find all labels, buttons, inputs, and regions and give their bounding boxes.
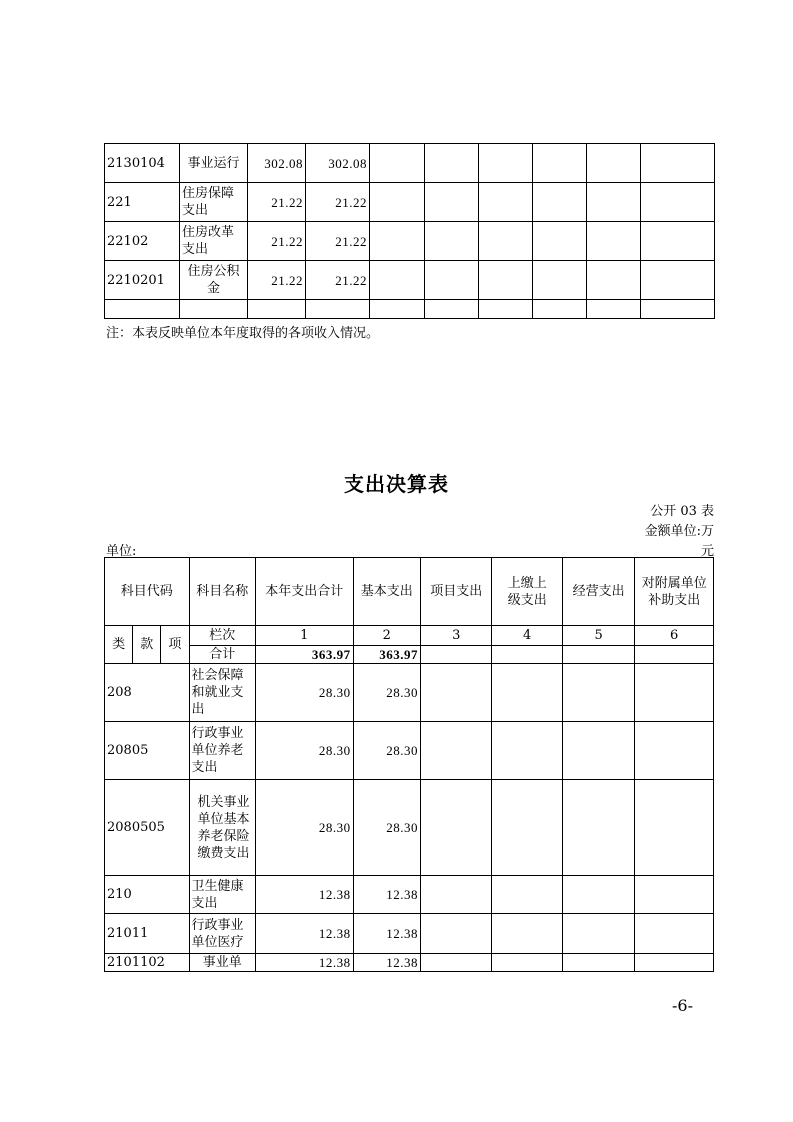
- table-row: [105, 780, 714, 876]
- table-row: [105, 914, 714, 954]
- header-xiang: 项: [161, 626, 189, 664]
- amount-cell: 302.08: [306, 144, 370, 183]
- subject-name: 行政事业单位医疗: [189, 914, 255, 954]
- subject-code: 2080505: [105, 780, 190, 876]
- header-row: [105, 558, 714, 626]
- header-subject-code: 科目代码: [105, 558, 190, 626]
- table-row: [105, 954, 714, 972]
- amount-cell: 12.38: [255, 954, 353, 972]
- income-table-continuation: [104, 143, 715, 319]
- table-row: [105, 664, 714, 722]
- header-upper: 上缴上级支出: [492, 558, 562, 626]
- table-row: [105, 261, 715, 300]
- column-number: 2: [353, 626, 420, 646]
- subject-code: 22102: [105, 222, 180, 261]
- amount-cell: 28.30: [255, 664, 353, 722]
- expense-table: [104, 557, 714, 972]
- amount-unit-cont: 元: [700, 544, 714, 559]
- amount-cell: 302.08: [248, 144, 306, 183]
- table-row: [105, 183, 715, 222]
- amount-cell: 21.22: [306, 261, 370, 300]
- page-title: 支出决算表: [344, 472, 449, 496]
- basic-amount: 363.97: [353, 646, 420, 664]
- subject-name: 社会保障和就业支出: [189, 664, 255, 722]
- amount-cell: 12.38: [255, 914, 353, 954]
- subject-name: 事业运行: [180, 144, 248, 183]
- column-number-row: [105, 626, 714, 646]
- header-kuan: 款: [133, 626, 161, 664]
- subject-name: 住房公积金: [180, 261, 248, 300]
- table-row: [105, 300, 715, 319]
- subject-name: 卫生健康支出: [189, 876, 255, 914]
- amount-cell: 21.22: [306, 222, 370, 261]
- table-row: [105, 722, 714, 780]
- amount-cell: 28.30: [353, 780, 420, 876]
- table-row: [105, 222, 715, 261]
- amount-cell: 12.38: [255, 876, 353, 914]
- amount-cell: 28.30: [353, 664, 420, 722]
- amount-cell: 28.30: [255, 780, 353, 876]
- subject-name: 事业单: [189, 954, 255, 972]
- column-number: 6: [635, 626, 714, 646]
- header-project: 项目支出: [421, 558, 492, 626]
- subject-name: 住房保障支出: [180, 183, 248, 222]
- amount-cell: 21.22: [248, 222, 306, 261]
- amount-unit: 金额单位:万: [644, 524, 714, 539]
- amount-cell: 28.30: [255, 722, 353, 780]
- column-number: 3: [421, 626, 492, 646]
- total-amount: 363.97: [255, 646, 353, 664]
- unit-label: 单位:: [106, 544, 137, 559]
- amount-cell: 21.22: [248, 261, 306, 300]
- subject-code: 21011: [105, 914, 190, 954]
- amount-cell: 12.38: [353, 914, 420, 954]
- subject-code: 20805: [105, 722, 190, 780]
- table-code: 公开 03 表: [650, 504, 714, 519]
- table-row: [105, 876, 714, 914]
- subject-name: 住房改革支出: [180, 222, 248, 261]
- subject-name: 机关事业单位基本养老保险缴费支出: [189, 780, 255, 876]
- column-number: 5: [562, 626, 634, 646]
- header-subject-name: 科目名称: [189, 558, 255, 626]
- table-note: 注：本表反映单位本年度取得的各项收入情况。: [106, 326, 380, 341]
- amount-cell: 12.38: [353, 876, 420, 914]
- column-number: 1: [255, 626, 353, 646]
- page-number: -6-: [672, 996, 693, 1015]
- subject-code: 221: [105, 183, 180, 222]
- subject-code: 2130104: [105, 144, 180, 183]
- header-total: 本年支出合计: [255, 558, 353, 626]
- subject-name: 行政事业单位养老支出: [189, 722, 255, 780]
- amount-cell: 21.22: [306, 183, 370, 222]
- total-label: 合计: [189, 646, 255, 664]
- header-subsidiary: 对附属单位补助支出: [635, 558, 714, 626]
- total-row: [105, 646, 714, 664]
- header-business: 经营支出: [562, 558, 634, 626]
- subject-code: 210: [105, 876, 190, 914]
- header-basic: 基本支出: [353, 558, 420, 626]
- subject-code: 208: [105, 664, 190, 722]
- column-number: 4: [492, 626, 562, 646]
- amount-cell: 12.38: [353, 954, 420, 972]
- header-lei: 类: [105, 626, 133, 664]
- subject-code: 2210201: [105, 261, 180, 300]
- amount-cell: 21.22: [248, 183, 306, 222]
- amount-cell: 28.30: [353, 722, 420, 780]
- table-row: [105, 144, 715, 183]
- subject-code: 2101102: [105, 954, 190, 972]
- header-column-no: 栏次: [189, 626, 255, 646]
